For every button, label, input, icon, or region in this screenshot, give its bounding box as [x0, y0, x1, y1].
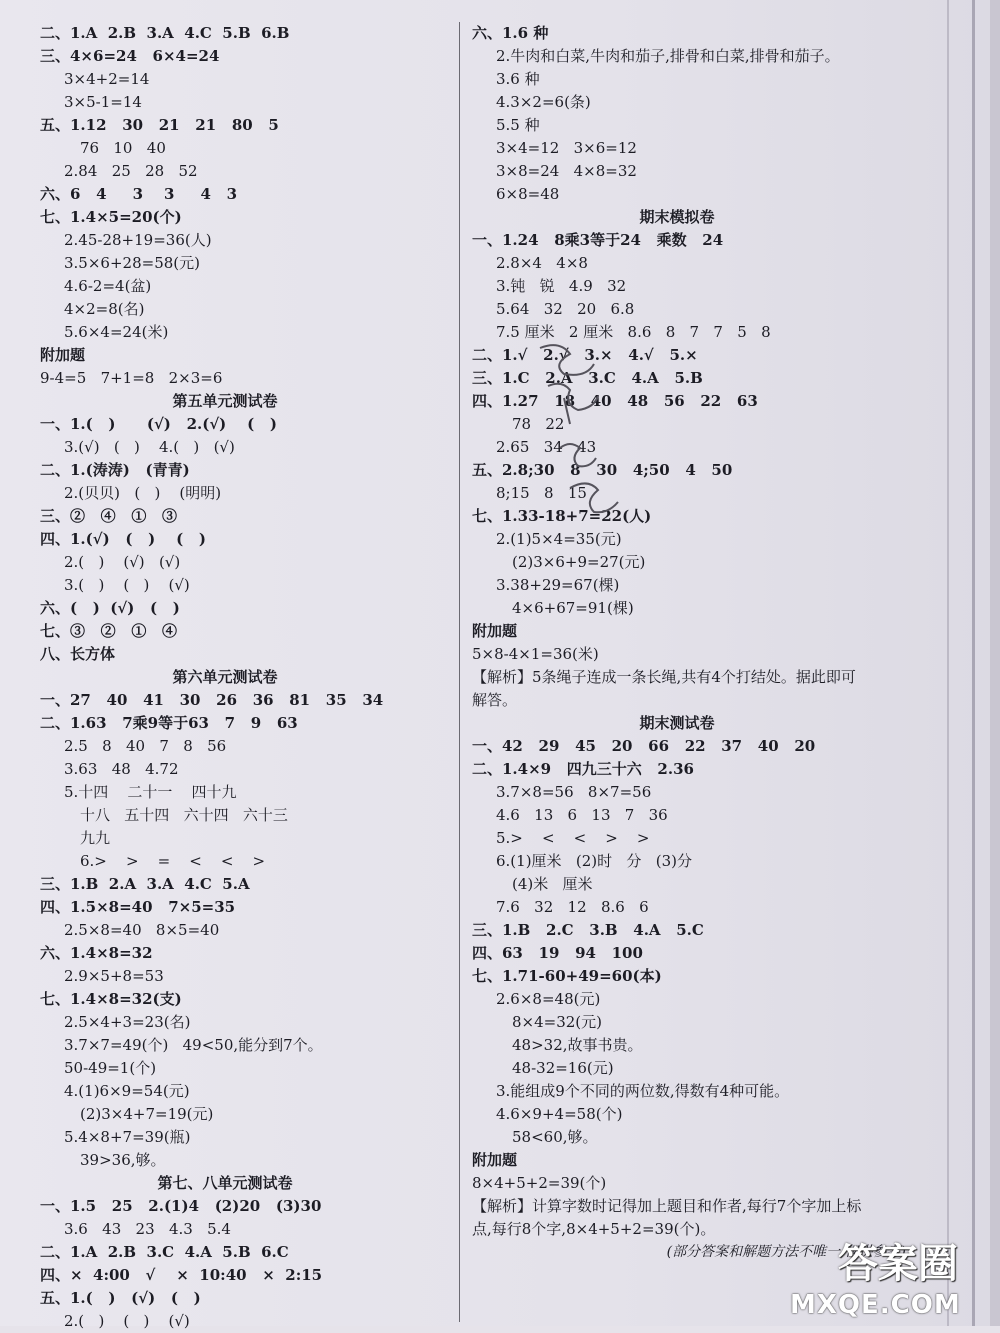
- answer-line: 3.38+29=67(棵): [496, 576, 620, 594]
- answer-line: 五、2.8;30 8 30 4;50 4 50: [472, 461, 733, 479]
- answer-line: 二、1.4×9 四九三十六 2.36: [472, 760, 694, 778]
- answer-line: 3.( ) ( ) (√): [64, 576, 190, 594]
- answer-line: 3×4=12 3×6=12: [496, 139, 637, 157]
- answer-line: 二、1.√ 2.√ 3.× 4.√ 5.×: [472, 346, 698, 364]
- answer-line: 5×8-4×1=36(米): [472, 645, 599, 663]
- section-heading: 期末模拟卷: [639, 208, 715, 226]
- answer-line: 58<60,够。: [512, 1128, 598, 1146]
- answer-line: 二、1.63 7乘9等于63 7 9 63: [40, 714, 298, 732]
- answer-line: 2.5 8 40 7 8 56: [64, 737, 227, 755]
- page-edge: [947, 0, 949, 1326]
- answer-line: 6×8=48: [496, 185, 560, 203]
- answer-line: 解答。: [472, 691, 518, 709]
- answer-line: 一、42 29 45 20 66 22 37 40 20: [472, 737, 816, 755]
- answer-line: 5.十四 二十一 四十九: [64, 783, 237, 801]
- answer-line: 一、1.5 25 2.(1)4 (2)20 (3)30: [40, 1197, 322, 1215]
- answer-line: 七、1.33-18+7=22(人): [472, 507, 652, 525]
- answer-line: 三、1.B 2.C 3.B 4.A 5.C: [472, 921, 704, 939]
- watermark: [778, 1232, 988, 1322]
- answer-line: 附加题: [472, 622, 518, 640]
- answer-line: 3.7×8=56 8×7=56: [496, 783, 652, 801]
- answer-line: 附加题: [472, 1151, 518, 1169]
- answer-line: 78 22: [512, 415, 565, 433]
- answer-line: 【解析】计算字数时记得加上题目和作者,每行7个字加上标: [472, 1197, 862, 1215]
- answer-line: 2.( ) ( ) (√): [64, 1312, 190, 1330]
- answer-line: 4.6-2=4(盆): [64, 277, 152, 295]
- answer-line: 七、1.4×8=32(支): [40, 990, 182, 1008]
- answer-line: 附加题: [40, 346, 86, 364]
- answer-line: 五、1.( ) (√) ( ): [40, 1289, 201, 1307]
- answer-line: 一、1.( ) (√) 2.(√) ( ): [40, 415, 278, 433]
- answer-line: 5.64 32 20 6.8: [496, 300, 635, 318]
- answer-line: 4.(1)6×9=54(元): [64, 1082, 190, 1100]
- answer-line: 7.6 32 12 8.6 6: [496, 898, 649, 916]
- answer-line: 4.6×9+4=58(个): [496, 1105, 623, 1123]
- answer-line: 2.9×5+8=53: [64, 967, 164, 985]
- answer-line: 2.65 34 43: [496, 438, 597, 456]
- answer-line: 【解析】5条绳子连成一条长绳,共有4个打结处。据此即可: [472, 668, 856, 686]
- answer-line: 4.6 13 6 13 7 36: [496, 806, 668, 824]
- answer-line: 四、× 4:00 √ × 10:40 × 2:15: [40, 1266, 323, 1284]
- answer-line: 4×2=8(名): [64, 300, 145, 318]
- answer-line: 二、1.A 2.B 3.A 4.C 5.B 6.B: [40, 24, 290, 42]
- answer-line: 八、长方体: [40, 645, 116, 663]
- answer-line: 十八 五十四 六十四 六十三: [80, 806, 288, 824]
- answer-line: 一、27 40 41 30 26 36 81 35 34: [40, 691, 384, 709]
- answer-line: 一、1.24 8乘3等于24 乘数 24: [472, 231, 724, 249]
- answer-line: 四、1.5×8=40 7×5=35: [40, 898, 236, 916]
- answer-line: 6.(1)厘米 (2)时 分 (3)分: [496, 852, 692, 870]
- answer-line: 4.3×2=6(条): [496, 93, 591, 111]
- answer-line: 二、1.A 2.B 3.C 4.A 5.B 6.C: [40, 1243, 289, 1261]
- section-heading: 第五单元测试卷: [172, 392, 278, 410]
- answer-line: 七、1.4×5=20(个): [40, 208, 182, 226]
- handwriting-scribble-icon: [530, 338, 630, 538]
- answer-line: 六、1.4×8=32: [40, 944, 153, 962]
- watermark-site: MXQE.COM: [790, 1290, 961, 1320]
- answer-line: (2)3×4+7=19(元): [80, 1105, 214, 1123]
- answer-line: 2.5×4+3=23(名): [64, 1013, 191, 1031]
- answer-line: 2.(1)5×4=35(元): [496, 530, 622, 548]
- answer-line: 3×8=24 4×8=32: [496, 162, 637, 180]
- answer-line: 五、1.12 30 21 21 80 5: [40, 116, 279, 134]
- answer-line: 九九: [80, 829, 111, 847]
- answer-line: 3.能组成9个不同的两位数,得数有4种可能。: [496, 1082, 790, 1100]
- page-edge: [972, 0, 975, 1326]
- answer-line: 3.钝 锐 4.9 32: [496, 277, 627, 295]
- answer-line: 39>36,够。: [80, 1151, 166, 1169]
- answer-line: 四、1.27 18 40 48 56 22 63: [472, 392, 758, 410]
- answer-line: 3.5×6+28=58(元): [64, 254, 200, 272]
- answer-line: 3×5-1=14: [64, 93, 142, 111]
- answer-line: 四、63 19 94 100: [472, 944, 643, 962]
- answer-line: 二、1.(涛涛) (青青): [40, 461, 190, 479]
- answer-line: 8×4+5+2=39(个): [472, 1174, 607, 1192]
- page-edge: [990, 0, 1000, 1326]
- answer-line: 5.6×4=24(米): [64, 323, 169, 341]
- footnote: (部分答案和解题方法不唯一,仅供参考): [666, 1244, 906, 1260]
- right-column: [472, 22, 942, 1264]
- answer-line: 5.4×8+7=39(瓶): [64, 1128, 191, 1146]
- answer-line: (2)3×6+9=27(元): [512, 553, 646, 571]
- answer-line: 6.> > = < < >: [80, 852, 266, 870]
- answer-line: 2.45-28+19=36(人): [64, 231, 212, 249]
- answer-line: 2.( ) (√) (√): [64, 553, 181, 571]
- answer-line: 2.5×8=40 8×5=40: [64, 921, 220, 939]
- answer-line: 2.84 25 28 52: [64, 162, 198, 180]
- answer-line: 三、1.B 2.A 3.A 4.C 5.A: [40, 875, 250, 893]
- answer-line: 3×4+2=14: [64, 70, 150, 88]
- answer-line: 7.5 厘米 2 厘米 8.6 8 7 7 5 8: [496, 323, 771, 341]
- answer-line: 六、6 4 3 3 4 3: [40, 185, 238, 203]
- answer-line: 3.63 48 4.72: [64, 760, 179, 778]
- answer-line: 9-4=5 7+1=8 2×3=6: [40, 369, 223, 387]
- answer-line: 4×6+67=91(棵): [512, 599, 634, 617]
- section-heading: 期末测试卷: [639, 714, 715, 732]
- answer-line: 3.6 43 23 4.3 5.4: [64, 1220, 231, 1238]
- answer-line: 七、1.71-60+49=60(本): [472, 967, 662, 985]
- section-heading: 第六单元测试卷: [172, 668, 278, 686]
- answer-line: 四、1.(√) ( ) ( ): [40, 530, 206, 548]
- answer-line: 48-32=16(元): [512, 1059, 614, 1077]
- answer-line: 六、( ) (√) ( ): [40, 599, 180, 617]
- column-divider: [459, 22, 460, 1322]
- answer-line: 2.6×8=48(元): [496, 990, 601, 1008]
- answer-line: 2.8×4 4×8: [496, 254, 588, 272]
- answer-line: 5.5 种: [496, 116, 540, 134]
- watermark-logo: 答案圈: [838, 1241, 958, 1287]
- answer-line: 三、1.C 2.A 3.C 4.A 5.B: [472, 369, 703, 387]
- answer-line: 3.7×7=49(个) 49<50,能分到7个。: [64, 1036, 323, 1054]
- answer-line: 5.> < < > >: [496, 829, 650, 847]
- answer-line: 点,每行8个字,8×4+5+2=39(个)。: [472, 1220, 716, 1238]
- answer-line: 七、③ ② ① ④: [40, 622, 178, 640]
- answer-line: 六、1.6 种: [472, 24, 549, 42]
- answer-line: (4)米 厘米: [512, 875, 593, 893]
- answer-line: 76 10 40: [80, 139, 166, 157]
- answer-line: 3.6 种: [496, 70, 540, 88]
- answer-line: 8×4=32(元): [512, 1013, 603, 1031]
- answer-line: 48>32,故事书贵。: [512, 1036, 643, 1054]
- answer-line: 3.(√) ( ) 4.( ) (√): [64, 438, 235, 456]
- section-heading: 第七、八单元测试卷: [157, 1174, 293, 1192]
- answer-line: 2.牛肉和白菜,牛肉和茄子,排骨和白菜,排骨和茄子。: [496, 47, 840, 65]
- answer-line: 8;15 8 15: [496, 484, 587, 502]
- left-column: [40, 22, 450, 1333]
- answer-line: 50-49=1(个): [64, 1059, 157, 1077]
- answer-line: 三、4×6=24 6×4=24: [40, 47, 220, 65]
- answer-line: 三、② ④ ① ③: [40, 507, 178, 525]
- answer-line: 2.(贝贝) ( ) (明明): [64, 484, 222, 502]
